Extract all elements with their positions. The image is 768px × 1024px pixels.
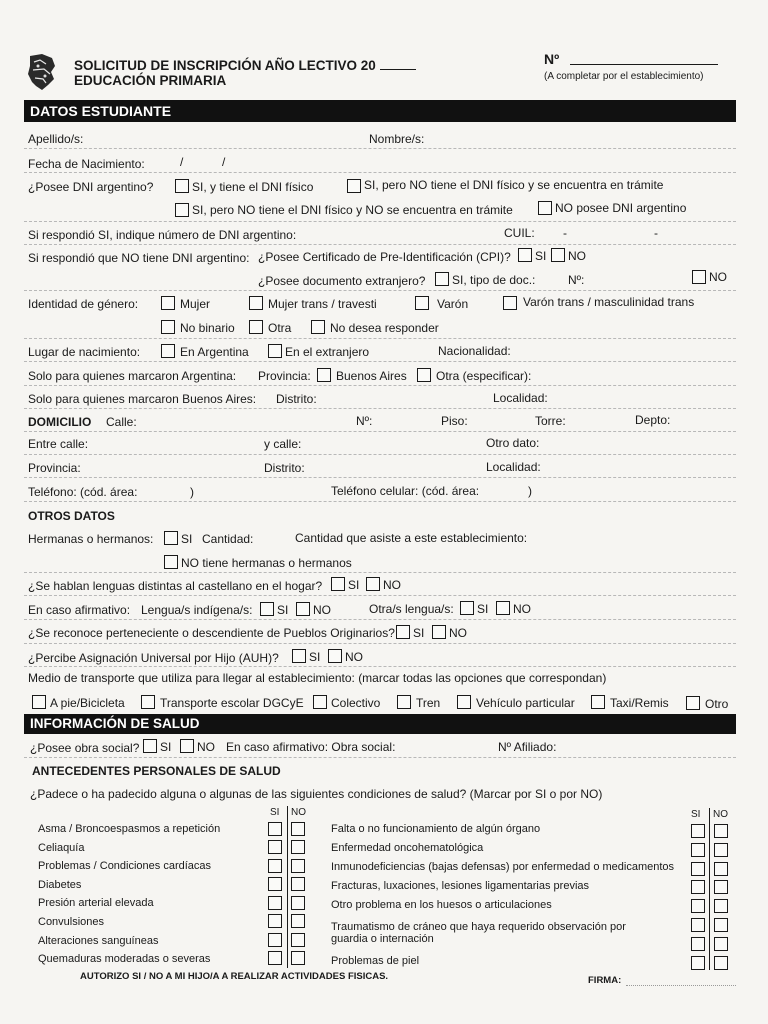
native-no-checkbox[interactable]: [432, 625, 446, 639]
province-other-label: Otra (especificar):: [436, 369, 532, 383]
siblings-si-checkbox[interactable]: [164, 531, 178, 545]
form-number-line[interactable]: [570, 64, 718, 65]
gender-varon-label: Varón: [437, 297, 469, 311]
transport-school-bus-checkbox[interactable]: [141, 695, 155, 709]
transport-bus-checkbox[interactable]: [313, 695, 327, 709]
traumatismo2-no-checkbox[interactable]: [714, 937, 728, 951]
condition-convulsiones: Convulsiones: [38, 916, 105, 928]
other-address-label: Otro dato:: [486, 436, 540, 450]
address-district-label: Distrito:: [264, 461, 305, 475]
language-no-checkbox[interactable]: [366, 577, 380, 591]
birthdate-sep-1: /: [180, 155, 184, 169]
cpi-no-checkbox[interactable]: [551, 248, 565, 262]
sanguineas-no-checkbox[interactable]: [291, 933, 305, 947]
floor-label: Piso:: [441, 414, 468, 428]
celiaquia-no-checkbox[interactable]: [291, 840, 305, 854]
gender-mujer-trans-label: Mujer trans / travesti: [268, 297, 377, 311]
affirmative-label: En caso afirmativo:: [28, 603, 131, 617]
condition-organo: Falta o no funcionamiento de algún órgano: [331, 823, 541, 835]
indigenous-si-label: SI: [277, 603, 289, 617]
foreign-doc-no-label: NO: [709, 270, 727, 284]
phone-label: Teléfono: (cód. área:: [28, 485, 138, 499]
province-ba-checkbox[interactable]: [317, 368, 331, 382]
huesos-no-checkbox[interactable]: [714, 899, 728, 913]
right-col-no-header: NO: [713, 809, 728, 820]
cpi-si-checkbox[interactable]: [518, 248, 532, 262]
condition-oncohematologica: Enfermedad oncohematológica: [331, 842, 484, 854]
inmunodeficiencias-si-checkbox[interactable]: [691, 862, 705, 876]
language-si-checkbox[interactable]: [331, 577, 345, 591]
foreign-doc-si-checkbox[interactable]: [435, 272, 449, 286]
sanguineas-si-checkbox[interactable]: [268, 933, 282, 947]
form-title: SOLICITUD DE INSCRIPCIÓN AÑO LECTIVO 20: [74, 59, 416, 73]
cuil-dash-1: -: [563, 226, 567, 240]
diabetes-no-checkbox[interactable]: [291, 877, 305, 891]
gender-noresp-checkbox[interactable]: [311, 320, 325, 334]
no-dni-label: Si respondió que NO tiene DNI argentino:: [28, 251, 250, 265]
address-province-label: Provincia:: [28, 461, 81, 475]
birthplace-abroad-checkbox[interactable]: [268, 344, 282, 358]
cpi-no-label: NO: [568, 249, 586, 263]
condition-traumatismo-cont: guardia o internación: [331, 933, 434, 945]
quemaduras-no-checkbox[interactable]: [291, 951, 305, 965]
foreign-doc-question: ¿Posee documento extranjero?: [258, 274, 426, 288]
traumatismo2-si-checkbox[interactable]: [691, 937, 705, 951]
auh-si-label: SI: [309, 650, 321, 664]
surname-label: Apellido/s:: [28, 132, 84, 146]
gender-varon-checkbox[interactable]: [415, 296, 429, 310]
province-other-checkbox[interactable]: [417, 368, 431, 382]
siblings-label: Hermanas o hermanos:: [28, 532, 154, 546]
gender-otra-checkbox[interactable]: [249, 320, 263, 334]
transport-walk-label: A pie/Bicicleta: [50, 696, 125, 710]
condition-diabetes: Diabetes: [38, 879, 82, 891]
affiliate-number-label: Nº Afiliado:: [498, 740, 557, 754]
condition-quemaduras: Quemaduras moderadas o severas: [38, 953, 211, 965]
traumatismo-no-checkbox[interactable]: [714, 918, 728, 932]
oncohematologica-si-checkbox[interactable]: [691, 843, 705, 857]
birthdate-label: Fecha de Nacimiento:: [28, 157, 145, 171]
nationality-label: Nacionalidad:: [438, 344, 511, 358]
condition-sanguineas: Alteraciones sanguíneas: [38, 935, 159, 947]
language-no-label: NO: [383, 578, 401, 592]
gender-noresp-label: No desea responder: [330, 321, 439, 335]
indigenous-lang-label: Lengua/s indígena/s:: [141, 603, 253, 617]
indigenous-si-checkbox[interactable]: [260, 602, 274, 616]
condition-piel: Problemas de piel: [331, 955, 420, 967]
gender-mujer-label: Mujer: [180, 297, 211, 311]
convulsiones-no-checkbox[interactable]: [291, 914, 305, 928]
birthplace-argentina-label: En Argentina: [180, 345, 249, 359]
cell-close: ): [528, 484, 532, 498]
siblings-si-label: SI: [181, 532, 193, 546]
gender-varon-trans-checkbox[interactable]: [503, 296, 517, 310]
condition-fracturas: Fracturas, luxaciones, lesiones ligamentarias previas: [331, 880, 590, 892]
cardiacas-si-checkbox[interactable]: [268, 859, 282, 873]
condition-asma: Asma / Broncoespasmos a repetición: [38, 823, 221, 835]
traumatismo-si-checkbox[interactable]: [691, 918, 705, 932]
transport-bus-label: Colectivo: [331, 696, 381, 710]
foreign-doc-no-checkbox[interactable]: [692, 270, 706, 284]
dni-yes-in-process-label: SI, pero NO tiene el DNI físico y se encuentra en trámite: [364, 178, 664, 192]
dni-yes-physical-label: SI, y tiene el DNI físico: [192, 180, 314, 194]
apartment-label: Depto:: [635, 413, 671, 427]
left-col-divider: [287, 806, 288, 968]
between-street-label: Entre calle:: [28, 437, 89, 451]
province-label: Provincia:: [258, 369, 311, 383]
gender-label: Identidad de género:: [28, 297, 139, 311]
transport-train-label: Tren: [416, 696, 441, 710]
indigenous-no-checkbox[interactable]: [296, 602, 310, 616]
transport-question: Medio de transporte que utiliza para llegar al establecimiento: (marcar todas las opciones que correspondan): [28, 671, 607, 685]
left-col-no-header: NO: [291, 807, 306, 818]
asma-si-checkbox[interactable]: [268, 822, 282, 836]
condition-celiaquia: Celiaquía: [38, 842, 85, 854]
signature-line[interactable]: [626, 985, 736, 986]
transport-other-checkbox[interactable]: [686, 696, 700, 710]
health-conditions-question: ¿Padece o ha padecido alguna o algunas de las siguientes condiciones de salud? (Marcar por SI o por NO): [30, 787, 603, 801]
cell-label: Teléfono celular: (cód. área:: [331, 484, 480, 498]
dni-yes-in-process-checkbox[interactable]: [347, 179, 361, 193]
health-insurance-question: ¿Posee obra social?: [30, 741, 140, 755]
condition-huesos: Otro problema en los huesos o articulaciones: [331, 899, 552, 911]
gender-mujer-trans-checkbox[interactable]: [249, 296, 263, 310]
and-street-label: y calle:: [264, 437, 302, 451]
dni-yes-physical-checkbox[interactable]: [175, 179, 189, 193]
dni-no-checkbox[interactable]: [538, 201, 552, 215]
transport-other-label: Otro: [705, 697, 729, 711]
name-label: Nombre/s:: [369, 132, 425, 146]
health-insurance-no-checkbox[interactable]: [180, 739, 194, 753]
address-locality-label: Localidad:: [486, 460, 541, 474]
native-no-label: NO: [449, 626, 467, 640]
organo-no-checkbox[interactable]: [714, 824, 728, 838]
condition-presion: Presión arterial elevada: [38, 897, 154, 909]
phone-close: ): [190, 485, 194, 499]
tower-label: Torre:: [535, 414, 566, 428]
indigenous-no-label: NO: [313, 603, 331, 617]
language-question: ¿Se hablan lenguas distintas al castellano en el hogar?: [28, 579, 323, 593]
condition-inmunodeficiencias: Inmunodeficiencias (bajas defensas) por enfermedad o medicamentos: [331, 861, 675, 873]
left-col-si-header: SI: [270, 807, 280, 818]
only-argentina-label: Solo para quienes marcaron Argentina:: [28, 369, 237, 383]
oncohematologica-no-checkbox[interactable]: [714, 843, 728, 857]
form-subtitle: EDUCACIÓN PRIMARIA: [74, 73, 227, 88]
other-lang-no-label: NO: [513, 602, 531, 616]
street-label: Calle:: [106, 415, 137, 429]
transport-car-checkbox[interactable]: [457, 695, 471, 709]
birthdate-sep-2: /: [222, 155, 226, 169]
gender-otra-label: Otra: [268, 321, 292, 335]
gender-nobinario-label: No binario: [180, 321, 235, 335]
authorization-text: AUTORIZO SI / NO A MI HIJO/A A REALIZAR ACTIVIDADES FISICAS.: [80, 971, 389, 982]
birthplace-argentina-checkbox[interactable]: [161, 344, 175, 358]
transport-train-checkbox[interactable]: [397, 695, 411, 709]
health-section-bar: INFORMACIÓN DE SALUD: [24, 714, 736, 734]
no-siblings-checkbox[interactable]: [164, 555, 178, 569]
fracturas-si-checkbox[interactable]: [691, 880, 705, 894]
piel-si-checkbox[interactable]: [691, 956, 705, 970]
signature-label: FIRMA:: [588, 975, 622, 986]
cuil-dash-2: -: [654, 226, 658, 240]
health-antecedents-title: ANTECEDENTES PERSONALES DE SALUD: [32, 764, 281, 778]
huesos-si-checkbox[interactable]: [691, 899, 705, 913]
no-siblings-label: NO tiene hermanas o hermanos: [181, 556, 352, 570]
transport-walk-checkbox[interactable]: [32, 695, 46, 709]
asma-no-checkbox[interactable]: [291, 822, 305, 836]
cpi-question: ¿Posee Certificado de Pre-Identificación (CPI)?: [258, 250, 511, 264]
dni-yes-not-in-process-checkbox[interactable]: [175, 203, 189, 217]
dni-question: ¿Posee DNI argentino?: [28, 180, 154, 194]
diabetes-si-checkbox[interactable]: [268, 877, 282, 891]
student-district-label: Distrito:: [276, 392, 317, 406]
convulsiones-si-checkbox[interactable]: [268, 914, 282, 928]
health-insurance-no-label: NO: [197, 740, 215, 754]
cuil-label: CUIL:: [504, 226, 535, 240]
auh-si-checkbox[interactable]: [292, 649, 306, 663]
dni-yes-not-in-process-label: SI, pero NO tiene el DNI físico y NO se encuentra en trámite: [192, 203, 513, 217]
health-insurance-si-label: SI: [160, 740, 172, 754]
gender-nobinario-checkbox[interactable]: [161, 320, 175, 334]
fracturas-no-checkbox[interactable]: [714, 880, 728, 894]
dni-no-label: NO posee DNI argentino: [555, 201, 687, 215]
student-locality-label: Localidad:: [493, 391, 548, 405]
form-number-note: (A completar por el establecimiento): [544, 71, 704, 82]
street-number-label: Nº:: [356, 414, 373, 428]
native-si-checkbox[interactable]: [396, 625, 410, 639]
siblings-school-qty-label: Cantidad que asiste a este establecimiento:: [295, 531, 528, 545]
birthplace-abroad-label: En el extranjero: [285, 345, 370, 359]
foreign-doc-si-label: SI, tipo de doc.:: [452, 273, 536, 287]
auh-question: ¿Percibe Asignación Universal por Hijo (AUH)?: [28, 651, 279, 665]
right-col-divider: [709, 808, 710, 970]
other-lang-label: Otra/s lengua/s:: [369, 602, 454, 616]
address-title: DOMICILIO: [28, 415, 92, 429]
transport-school-bus-label: Transporte escolar DGCyE: [160, 696, 304, 710]
condition-traumatismo: Traumatismo de cráneo que haya requerido observación por: [331, 921, 626, 933]
province-logo: [24, 52, 58, 92]
language-si-label: SI: [348, 578, 360, 592]
form-number-label: Nº: [544, 51, 560, 67]
health-insurance-si-checkbox[interactable]: [143, 739, 157, 753]
gender-mujer-checkbox[interactable]: [161, 296, 175, 310]
other-lang-si-label: SI: [477, 602, 489, 616]
health-insurance-name-label: En caso afirmativo: Obra social:: [226, 740, 396, 754]
cpi-si-label: SI: [535, 249, 547, 263]
only-ba-label: Solo para quienes marcaron Buenos Aires:: [28, 392, 257, 406]
student-section-bar: DATOS ESTUDIANTE: [24, 100, 736, 122]
transport-taxi-label: Taxi/Remis: [610, 696, 669, 710]
auh-no-label: NO: [345, 650, 363, 664]
dni-number-label: Si respondió SI, indique número de DNI argentino:: [28, 228, 297, 242]
transport-taxi-checkbox[interactable]: [591, 695, 605, 709]
province-ba-label: Buenos Aires: [336, 369, 407, 383]
quemaduras-si-checkbox[interactable]: [268, 951, 282, 965]
other-data-title: OTROS DATOS: [28, 509, 115, 523]
right-col-si-header: SI: [691, 809, 701, 820]
presion-si-checkbox[interactable]: [268, 896, 282, 910]
condition-cardiacas: Problemas / Condiciones cardíacas: [38, 860, 212, 872]
other-lang-si-checkbox[interactable]: [460, 601, 474, 615]
native-si-label: SI: [413, 626, 425, 640]
auh-no-checkbox[interactable]: [328, 649, 342, 663]
native-question: ¿Se reconoce perteneciente o descendiente de Pueblos Originarios?: [28, 626, 395, 640]
cardiacas-no-checkbox[interactable]: [291, 859, 305, 873]
foreign-doc-number-label: Nº:: [568, 273, 585, 287]
inmunodeficiencias-no-checkbox[interactable]: [714, 862, 728, 876]
birthplace-label: Lugar de nacimiento:: [28, 345, 141, 359]
other-lang-no-checkbox[interactable]: [496, 601, 510, 615]
siblings-qty-label: Cantidad:: [202, 532, 254, 546]
presion-no-checkbox[interactable]: [291, 896, 305, 910]
celiaquia-si-checkbox[interactable]: [268, 840, 282, 854]
piel-no-checkbox[interactable]: [714, 956, 728, 970]
gender-varon-trans-label: Varón trans / masculinidad trans: [523, 295, 695, 309]
organo-si-checkbox[interactable]: [691, 824, 705, 838]
transport-car-label: Vehículo particular: [476, 696, 575, 710]
